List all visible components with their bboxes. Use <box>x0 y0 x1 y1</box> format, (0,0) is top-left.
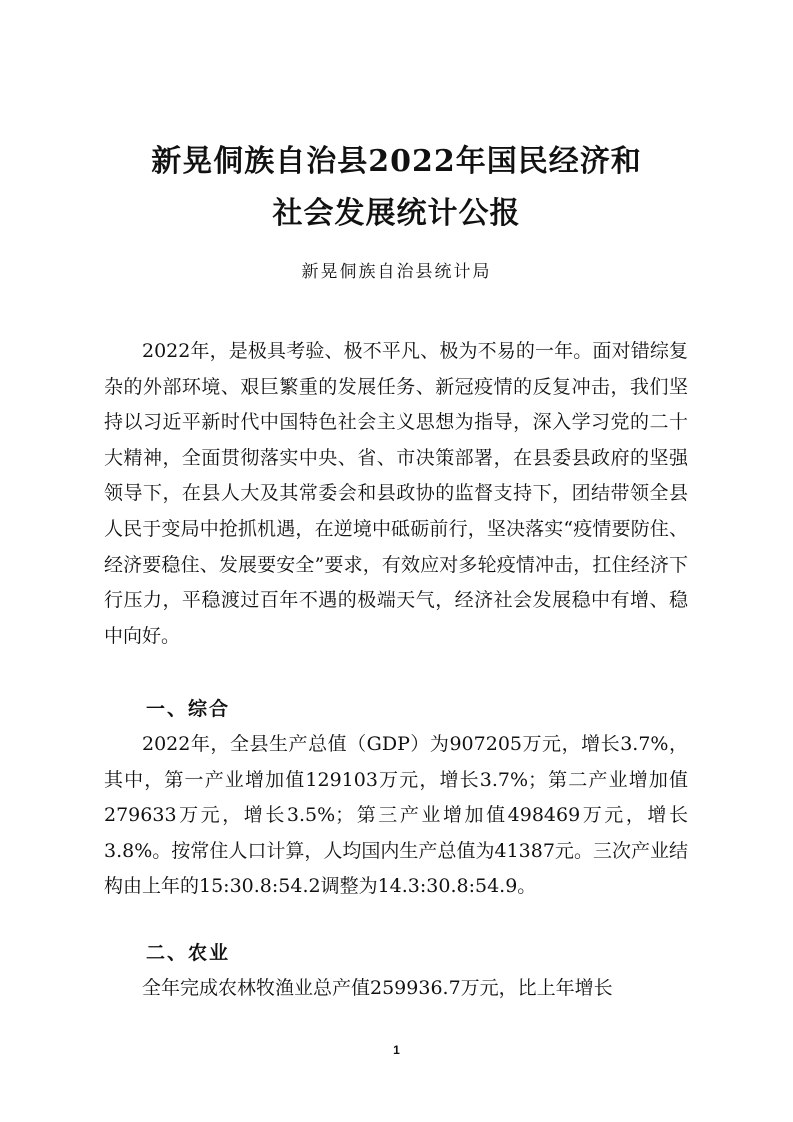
section-heading-general: 一、综合 <box>146 698 231 720</box>
intro-paragraph: 2022年，是极具考验、极不平凡、极为不易的一年。面对错综复杂的外部环境、艰巨繁重的发展任务、新冠疫情的反复冲击，我们坚持以习近平新时代中国特色社会主义思想为指导，深入学习党的二十大精神，全面贯彻落实中央、省、市决策部署，在县委县政府的坚强领导下，在县人大及其常委会和县政协的监督支持下，团结带领全县人民于变局中抢抓机遇，在逆境中砥砺前行，坚决落实“疫情要防住、经济要稳住、发展要安全”要求，有效应对多轮疫情冲击，扛住经济下行压力，平稳渡过百年不遇的极端天气，经济社会发展稳中有增、稳中向好。 <box>104 340 688 647</box>
section-paragraph-agriculture: 全年完成农林牧渔业总产值259936.7万元，比上年增长 <box>142 977 613 999</box>
issuing-authority: 新晃侗族自治县统计局 <box>301 262 492 282</box>
page-number: 1 <box>393 1043 400 1057</box>
report-title-line-2: 社会发展统计公报 <box>272 196 521 231</box>
report-title-line-1: 新晃侗族自治县2022年国民经济和 <box>151 144 642 179</box>
section-paragraph-general: 2022年，全县生产总值（GDP）为907205万元，增长3.7%，其中，第一产业增加值129103万元，增长3.7%；第二产业增加值279633万元，增长3.5%；第三产业增加值498469万元，增长3.8%。按常住人口计算，人均国内生产总值为41387元。三次产业结构由上年的15:30.8:54.2调整为14.3:30.8:54.9。 <box>104 733 688 898</box>
section-heading-agriculture: 二、农业 <box>146 942 231 964</box>
